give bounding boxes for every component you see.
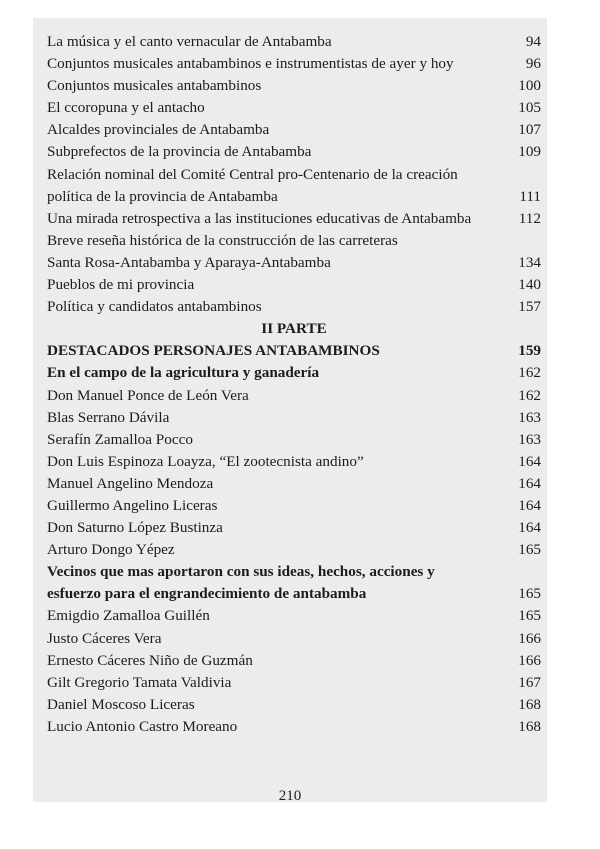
subsection-heading xyxy=(47,362,541,384)
toc-entry-title: Subprefectos de la provincia de Antabamba xyxy=(47,143,312,161)
toc-entry xyxy=(47,208,541,230)
toc-entry xyxy=(47,164,541,186)
section-heading xyxy=(47,340,541,362)
toc-entry xyxy=(47,141,541,163)
toc-entry-page: 166 xyxy=(518,629,541,647)
toc-entry-title: Arturo Dongo Yépez xyxy=(47,541,175,559)
toc-entry-page: 165 xyxy=(518,607,541,625)
toc-entry-title: Pueblos de mi provincia xyxy=(47,276,195,294)
toc-entry-page: 164 xyxy=(518,474,541,492)
toc-entry-page: 167 xyxy=(518,673,541,691)
book-page xyxy=(33,18,547,802)
toc-entry-page: 111 xyxy=(519,187,541,205)
part-heading xyxy=(47,318,541,340)
table-of-contents xyxy=(47,31,541,738)
toc-entry-page: 164 xyxy=(518,519,541,537)
toc-entry-title: Vecinos que mas aportaron con sus ideas, hechos, acciones y xyxy=(47,563,435,581)
toc-entry-page: 105 xyxy=(518,99,541,117)
toc-entry xyxy=(47,186,541,208)
toc-entry xyxy=(47,605,541,627)
toc-entry-title: Santa Rosa-Antabamba y Aparaya-Antabamba xyxy=(47,253,331,271)
toc-entry-page: 140 xyxy=(518,276,541,294)
toc-entry-title: Relación nominal del Comité Central pro-Centenario de la creación xyxy=(47,165,458,183)
toc-entry xyxy=(47,672,541,694)
toc-entry xyxy=(47,716,541,738)
toc-entry-page: 94 xyxy=(525,33,541,50)
part-heading-label: II PARTE xyxy=(261,320,327,338)
toc-entry-page: 168 xyxy=(518,695,541,713)
toc-entry-title: Don Saturno López Bustinza xyxy=(47,519,223,537)
toc-entry-title: En el campo de la agricultura y ganadería xyxy=(47,364,320,382)
toc-entry-page: 100 xyxy=(518,77,541,95)
toc-entry-page: 168 xyxy=(518,717,541,735)
toc-entry-page: 164 xyxy=(518,452,541,470)
toc-entry xyxy=(47,539,541,561)
toc-entry-title: Ernesto Cáceres Niño de Guzmán xyxy=(47,651,253,669)
toc-entry xyxy=(47,407,541,429)
toc-entry xyxy=(47,495,541,517)
toc-entry-page: 109 xyxy=(518,143,541,161)
toc-entry xyxy=(47,252,541,274)
toc-entry-title: Don Manuel Ponce de León Vera xyxy=(47,386,249,404)
toc-entry-page: 165 xyxy=(518,585,541,603)
toc-entry xyxy=(47,694,541,716)
toc-entry xyxy=(47,230,541,252)
page-number: 210 xyxy=(278,788,302,802)
toc-entry-title: Justo Cáceres Vera xyxy=(47,629,162,647)
toc-entry-title: Manuel Angelino Mendoza xyxy=(47,474,214,492)
toc-entry xyxy=(47,53,541,75)
toc-entry-title: Guillermo Angelino Liceras xyxy=(47,496,218,514)
toc-entry-title: El ccoropuna y el antacho xyxy=(47,99,205,117)
toc-entry xyxy=(47,628,541,650)
toc-entry xyxy=(47,296,541,318)
toc-entry-title: política de la provincia de Antabamba xyxy=(47,187,278,205)
toc-entry-title: Gilt Gregorio Tamata Valdivia xyxy=(47,673,232,691)
toc-entry-page: 159 xyxy=(518,342,541,360)
toc-entry-title: Don Luis Espinoza Loayza, “El zootecnista andino” xyxy=(47,452,364,470)
toc-entry-title: DESTACADOS PERSONAJES ANTABAMBINOS xyxy=(47,342,380,360)
toc-entry-title: Daniel Moscoso Liceras xyxy=(47,695,195,713)
toc-entry xyxy=(47,31,541,53)
toc-entry-title: Una mirada retrospectiva a las instituciones educativas de Antabamba xyxy=(47,209,472,227)
toc-entry-title: Lucio Antonio Castro Moreano xyxy=(47,717,238,735)
toc-entry-page: 162 xyxy=(518,364,541,382)
toc-entry-title: Blas Serrano Dávila xyxy=(47,408,170,426)
subsection-heading xyxy=(47,583,541,605)
toc-entry-title: Breve reseña histórica de la construcción de las carreteras xyxy=(47,231,398,249)
toc-entry-title: La música y el canto vernacular de Antabamba xyxy=(47,33,332,50)
toc-entry-page: 166 xyxy=(518,651,541,669)
toc-entry-page: 163 xyxy=(518,408,541,426)
toc-entry-page: 112 xyxy=(518,209,541,227)
toc-entry xyxy=(47,517,541,539)
toc-entry-title: esfuerzo para el engrandecimiento de antabamba xyxy=(47,585,367,603)
toc-entry-page: 164 xyxy=(518,496,541,514)
toc-entry xyxy=(47,119,541,141)
toc-entry xyxy=(47,97,541,119)
toc-entry-title: Conjuntos musicales antabambinos xyxy=(47,77,262,95)
toc-entry xyxy=(47,429,541,451)
toc-entry xyxy=(47,451,541,473)
toc-entry-title: Alcaldes provinciales de Antabamba xyxy=(47,121,270,139)
toc-entry-page: 134 xyxy=(518,253,541,271)
toc-entry-page: 163 xyxy=(518,430,541,448)
toc-entry xyxy=(47,75,541,97)
toc-entry-page: 165 xyxy=(518,541,541,559)
toc-entry-page: 107 xyxy=(518,121,541,139)
toc-entry-title: Política y candidatos antabambinos xyxy=(47,298,262,316)
subsection-heading xyxy=(47,561,541,583)
toc-entry xyxy=(47,473,541,495)
toc-entry-title: Serafín Zamalloa Pocco xyxy=(47,430,193,448)
toc-entry xyxy=(47,650,541,672)
toc-entry-title: Conjuntos musicales antabambinos e instrumentistas de ayer y hoy xyxy=(47,55,454,73)
toc-entry-page: 162 xyxy=(518,386,541,404)
toc-entry-page: 96 xyxy=(525,55,541,73)
toc-entry xyxy=(47,274,541,296)
toc-entry-page: 157 xyxy=(518,298,541,316)
toc-entry-title: Emigdio Zamalloa Guillén xyxy=(47,607,210,625)
toc-entry xyxy=(47,385,541,407)
